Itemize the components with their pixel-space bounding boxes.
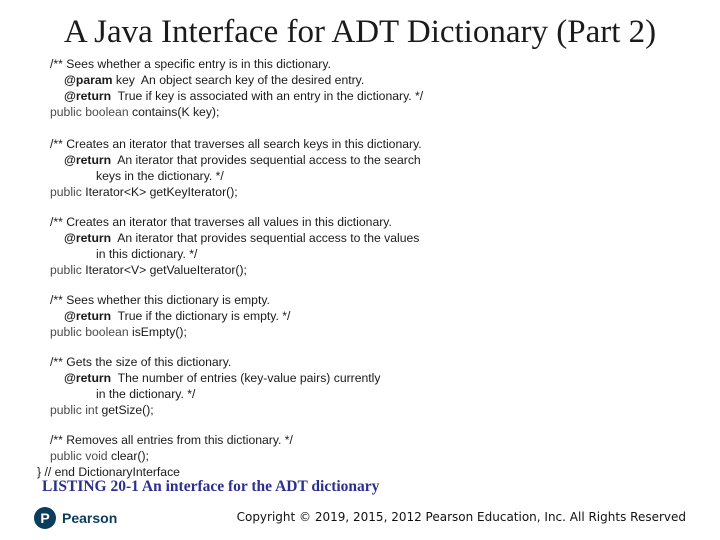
code-text: An iterator that provides sequential access to the values	[111, 231, 420, 245]
code-line: in this dictionary. */	[96, 247, 198, 261]
code-text: True if the dictionary is empty. */	[111, 309, 291, 323]
code-text: getSize();	[98, 403, 154, 417]
javadoc-tag: @return	[64, 371, 112, 385]
code-line	[64, 308, 290, 324]
code-line: /** Creates an iterator that traverses all search keys in this dictionary.	[50, 137, 422, 151]
code-line	[64, 72, 364, 88]
code-line: /** Creates an iterator that traverses all values in this dictionary.	[50, 215, 392, 229]
code-line	[50, 104, 219, 120]
pearson-logo	[34, 506, 117, 530]
code-line	[64, 88, 423, 104]
code-line: in the dictionary. */	[96, 387, 196, 401]
code-text: clear();	[107, 449, 149, 463]
keyword: public int	[50, 403, 99, 417]
logo-text: Pearson	[62, 510, 118, 526]
code-line: /** Gets the size of this dictionary.	[50, 355, 232, 369]
code-text: isEmpty();	[128, 325, 187, 339]
code-line: keys in the dictionary. */	[96, 169, 224, 183]
code-line	[50, 262, 247, 278]
javadoc-tag: @param	[64, 73, 113, 87]
copyright-notice: Copyright © 2019, 2015, 2012 Pearson Education, Inc. All Rights Reserved	[236, 510, 686, 524]
code-text: Iterator<V> getValueIterator();	[81, 263, 247, 277]
javadoc-tag: @return	[64, 153, 112, 167]
code-line: /** Sees whether a specific entry is in this dictionary.	[50, 57, 331, 71]
keyword: public	[50, 185, 82, 199]
listing-caption: LISTING 20-1 An interface for the ADT dictionary	[42, 478, 380, 495]
keyword: public boolean	[50, 105, 129, 119]
code-line: /** Removes all entries from this dictionary. */	[50, 433, 293, 447]
code-line: /** Sees whether this dictionary is empty.	[50, 293, 270, 307]
code-line	[50, 184, 238, 200]
code-text: An iterator that provides sequential access to the search	[111, 153, 421, 167]
keyword: public	[50, 263, 82, 277]
javadoc-tag: @return	[64, 89, 112, 103]
slide-title: A Java Interface for ADT Dictionary (Part 2)	[63, 14, 657, 50]
pearson-logo-icon	[34, 507, 56, 529]
javadoc-tag: @return	[64, 231, 112, 245]
code-line	[64, 370, 380, 386]
code-text: True if key is associated with an entry in the dictionary. */	[111, 89, 424, 103]
code-text: Iterator<K> getKeyIterator();	[81, 185, 238, 199]
code-text: key An object search key of the desired entry.	[112, 73, 365, 87]
code-text: The number of entries (key-value pairs) currently	[111, 371, 381, 385]
code-line	[50, 448, 149, 464]
code-line: } // end DictionaryInterface	[37, 465, 180, 479]
code-line	[50, 324, 187, 340]
keyword: public void	[50, 449, 108, 463]
code-line	[64, 230, 419, 246]
javadoc-tag: @return	[64, 309, 112, 323]
code-text: contains(K key);	[128, 105, 220, 119]
code-line	[50, 402, 154, 418]
code-line	[64, 152, 421, 168]
keyword: public boolean	[50, 325, 129, 339]
